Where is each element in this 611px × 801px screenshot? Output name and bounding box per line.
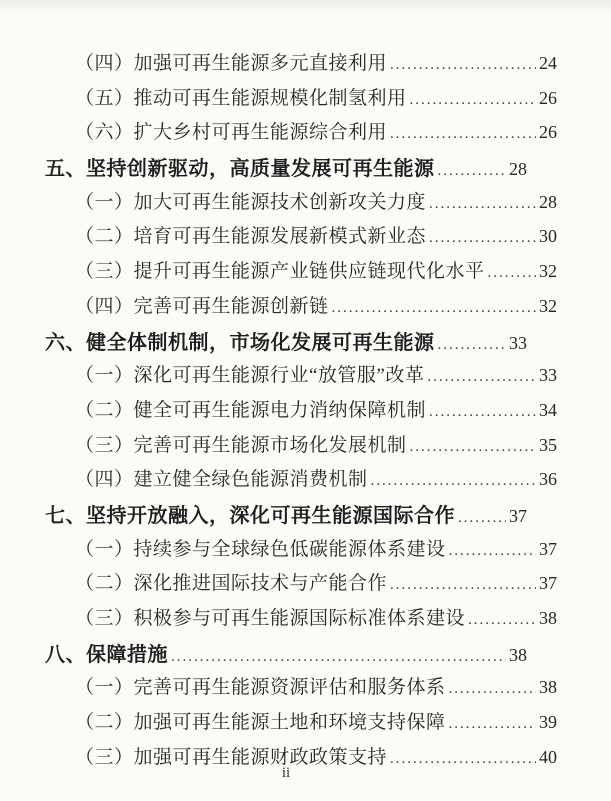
toc-entry: [45, 256, 557, 291]
toc-entry-label: 七、坚持开放融入，深化可再生能源国际合作: [45, 504, 455, 527]
toc-entry-page: 39: [539, 712, 557, 733]
dot-leader: [390, 577, 536, 594]
dot-leader: [458, 510, 506, 527]
toc-entry-page: 28: [539, 191, 557, 212]
toc-entry-label: 五、坚持创新驱动，高质量发展可再生能源: [45, 158, 435, 181]
dot-leader: [429, 404, 536, 421]
toc-entry: [45, 117, 557, 152]
toc-entry-page: 35: [539, 434, 557, 455]
toc-entry-page: 38: [539, 608, 557, 628]
toc-entry-label: （一）完善可再生能源资源评估和服务体系: [75, 677, 446, 699]
toc-entry-page: 33: [509, 332, 527, 353]
toc-entry: [45, 638, 527, 673]
dot-leader: [410, 92, 536, 109]
toc-entry: [45, 464, 557, 499]
dot-leader: [171, 649, 506, 666]
toc-entry-label: （二）健全可再生能源电力消纳保障机制: [75, 399, 427, 421]
dot-leader: [429, 230, 536, 247]
toc-entry: [45, 291, 557, 326]
scan-edge-artifact: [0, 0, 611, 14]
toc-entry: [45, 707, 557, 742]
toc-entry: [45, 672, 557, 707]
toc-entry-label: （一）加大可再生能源技术创新攻关力度: [75, 191, 427, 213]
toc-entry-page: 40: [539, 746, 557, 767]
toc-entry: [45, 568, 557, 603]
dot-leader: [371, 473, 536, 490]
toc-entry-page: 33: [539, 365, 557, 386]
toc-entry-label: （三）加强可再生能源财政政策支持: [75, 746, 388, 768]
toc-entry-label: （四）加强可再生能源多元直接利用: [75, 53, 388, 74]
toc-entry: [45, 360, 557, 395]
dot-leader: [449, 716, 536, 733]
dot-leader: [410, 439, 536, 456]
toc-entry-page: 37: [509, 505, 527, 526]
toc-entry-page: 38: [539, 677, 557, 698]
toc-entry: [45, 603, 557, 638]
toc-entry: [45, 152, 527, 187]
toc-entry-page: 37: [539, 538, 557, 559]
toc-entry-page: 30: [539, 226, 557, 247]
toc-entry: [45, 430, 557, 465]
toc-entry-page: 24: [539, 53, 557, 73]
toc-entry-page: 26: [539, 122, 557, 143]
dot-leader: [429, 196, 536, 213]
dot-leader: [449, 681, 536, 698]
toc-entry-page: 28: [509, 159, 527, 180]
toc-entry-page: 37: [539, 573, 557, 594]
toc-entry-label: 八、保障措施: [45, 643, 168, 666]
toc-entry-label: （四）建立健全绿色能源消费机制: [75, 469, 368, 491]
toc-entry-page: 34: [539, 399, 557, 420]
toc-entry-page: 32: [539, 261, 557, 282]
dot-leader: [438, 337, 507, 354]
toc-entry-page: 26: [539, 87, 557, 108]
toc-entry: [45, 534, 557, 569]
toc-entry-page: 38: [509, 644, 527, 665]
dot-leader: [427, 369, 536, 386]
dot-leader: [468, 612, 536, 629]
toc-entry-label: （一）持续参与全球绿色低碳能源体系建设: [75, 538, 446, 560]
toc-entry: [45, 83, 557, 118]
toc-entry-label: （一）深化可再生能源行业“放管服”改革: [75, 365, 425, 387]
dot-leader: [488, 265, 536, 282]
toc-entry-label: （二）培育可再生能源发展新模式新业态: [75, 226, 427, 248]
toc-list: [45, 48, 557, 776]
toc-entry-label: （五）推动可再生能源规模化制氢利用: [75, 87, 407, 109]
toc-entry: [45, 499, 527, 534]
toc-entry-label: （二）加强可再生能源土地和环境支持保障: [75, 712, 446, 734]
toc-entry-label: （六）扩大乡村可再生能源综合利用: [75, 122, 388, 144]
document-page: [45, 48, 557, 776]
dot-leader: [390, 57, 536, 74]
dot-leader: [438, 163, 507, 180]
page-number-footer: ii: [281, 765, 291, 781]
toc-entry: [45, 326, 527, 361]
toc-entry: [45, 395, 557, 430]
toc-entry-label: （二）深化推进国际技术与产能合作: [75, 573, 388, 595]
toc-entry: [45, 221, 557, 256]
dot-leader: [332, 300, 536, 317]
dot-leader: [449, 543, 536, 560]
toc-entry-label: （四）完善可再生能源创新链: [75, 295, 329, 317]
dot-leader: [390, 126, 536, 143]
toc-entry-label: 六、健全体制机制，市场化发展可再生能源: [45, 331, 435, 354]
toc-entry: [45, 187, 557, 222]
toc-entry: [45, 48, 557, 83]
toc-entry-page: 32: [539, 295, 557, 316]
toc-entry-label: （三）完善可再生能源市场化发展机制: [75, 434, 407, 456]
toc-entry-label: （三）提升可再生能源产业链供应链现代化水平: [75, 261, 485, 283]
toc-entry-label: （三）积极参与可再生能源国际标准体系建设: [75, 608, 466, 629]
toc-entry-page: 36: [539, 469, 557, 490]
